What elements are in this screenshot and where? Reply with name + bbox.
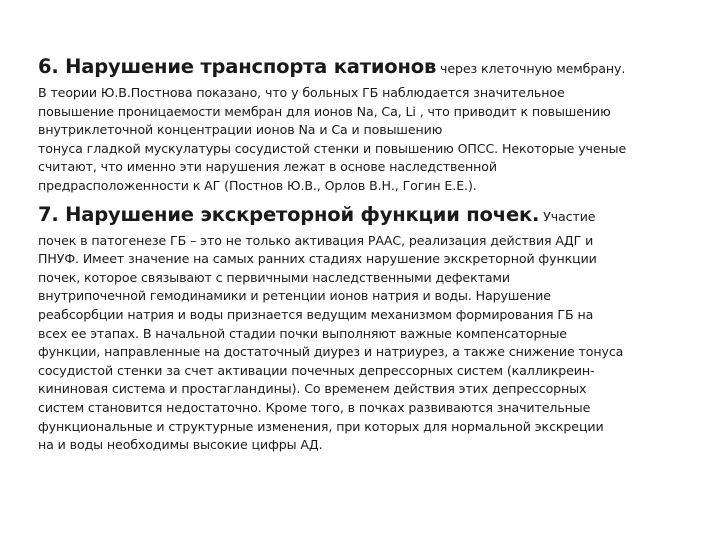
section-7-line: кининовая система и простагландины). Со временем действия этих депрессорных <box>38 381 587 397</box>
section-6-line: В теории Ю.В.Постнова показано, что у больных ГБ наблюдается значительное <box>38 85 565 100</box>
section-7-line: почек в патогенезе ГБ – это не только активация РААС, реализация действия АДГ и <box>38 232 594 248</box>
section-7-line: функциональные и структурные изменения, при которых для нормальной экскреции <box>38 418 604 434</box>
section-7-line: внутрипочечной гемодинамики и ретенции ионов натрия и воды. Нарушение <box>38 288 551 304</box>
section-7-line: сосудистой стенки за счет активации почечных депрессорных систем (калликреин- <box>38 362 595 378</box>
section-6-line: внутриклеточной концентрации ионов Na и Ca и повышению <box>38 122 443 138</box>
section-7-title: 7. Нарушение экскреторной функции почек. <box>38 202 540 226</box>
section-6-line: тонуса гладкой мускулатуры сосудистой стенки и повышению ОПСС. Некоторые ученые <box>38 140 627 156</box>
section-6-body <box>38 84 688 196</box>
section-7-title-rest: Участие <box>539 208 596 224</box>
section-7-line: реабсорбции натрия и воды признается ведущим механизмом формирования ГБ на <box>38 306 594 322</box>
section-7-line: почек, которое связывают с первичными наследственными дефектами <box>38 269 510 285</box>
section-7-line: функции, направленные на достаточный диурез и натриурез, а также снижение тонуса <box>38 344 624 360</box>
section-7-line: на и воды необходимы высокие цифры АД. <box>38 437 323 453</box>
slide-content <box>38 52 688 455</box>
section-6-line: предрасположенности к АГ (Постнов Ю.В., Орлов В.Н., Гогин Е.Е.). <box>38 177 477 193</box>
section-7-line: всех ее этапах. В начальной стадии почки выполняют важные компенсаторные <box>38 325 567 341</box>
section-7-line: ПНУФ. Имеет значение на самых ранних стадиях нарушение экскреторной функции <box>38 251 597 267</box>
section-6-heading <box>38 52 688 84</box>
section-6-line: считают, что именно эти нарушения лежат в основе наследственной <box>38 159 497 175</box>
section-6-title: 6. Нарушение транспорта катионов <box>38 55 437 78</box>
section-6-title-rest: через клеточную мембрану. <box>436 61 626 76</box>
section-7-heading <box>38 200 688 232</box>
section-6-line: повышение проницаемости мембран для ионов Na, Ca, Li , что приводит к повышению <box>38 103 611 119</box>
section-7-line: систем становится недостаточно. Кроме того, в почках развиваются значительные <box>38 399 591 415</box>
section-7-body <box>38 232 688 455</box>
